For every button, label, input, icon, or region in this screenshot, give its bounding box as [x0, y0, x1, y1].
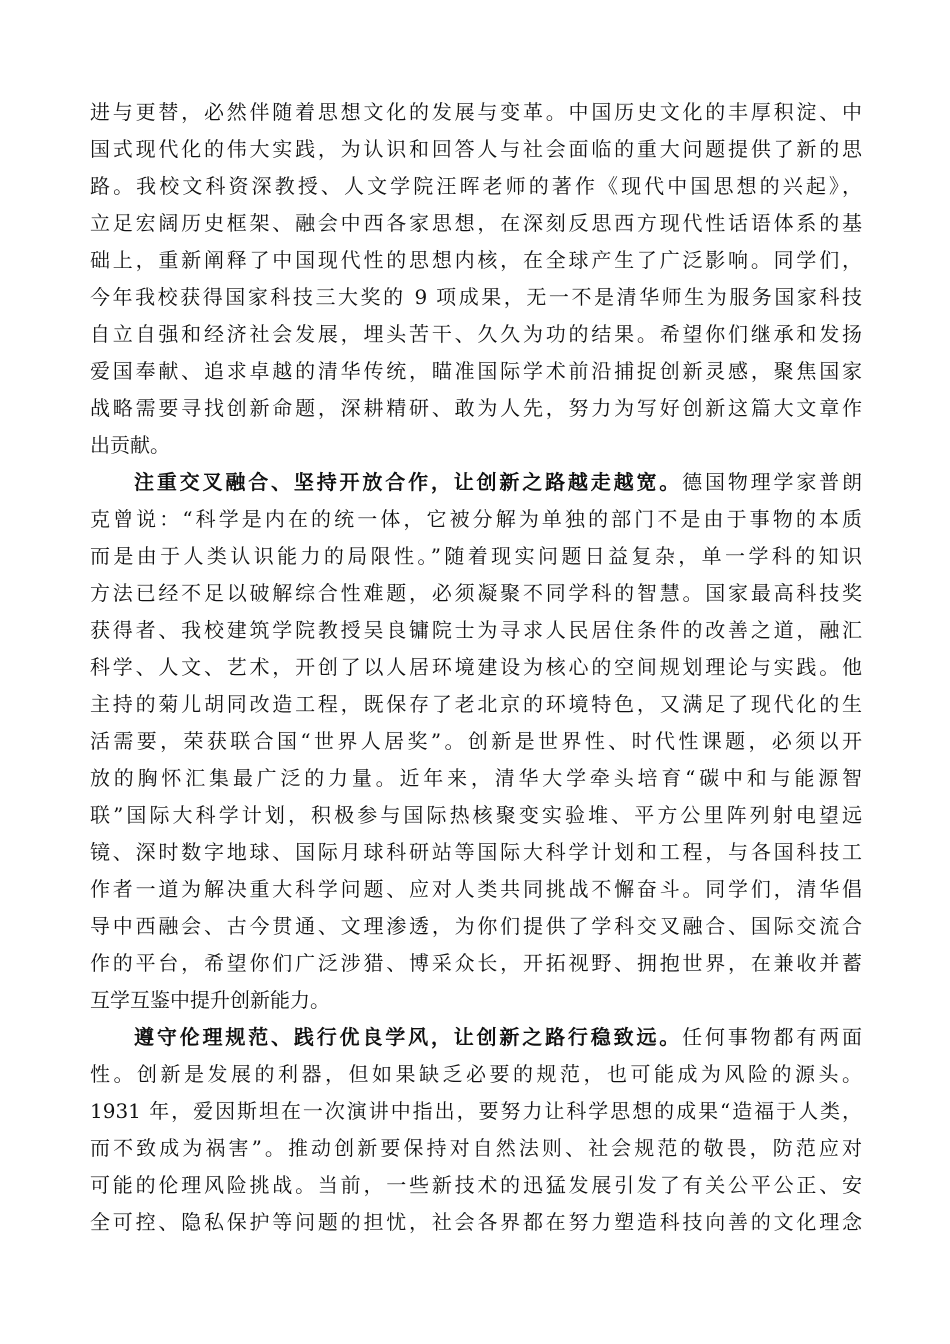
- text-line-rest: 德国物理学家普朗: [682, 470, 863, 494]
- text-line: 联”国际大科学计划，积极参与国际热核聚变实验堆、平方公里阵列射电望远: [90, 803, 862, 827]
- document-body: [90, 94, 862, 1241]
- text-line: 获得者、我校建筑学院教授吴良镛院士为寻求人民居住条件的改善之道，融汇: [90, 618, 862, 642]
- text-line: 立足宏阔历史框架、融会中西各家思想，在深刻反思西方现代性话语体系的基: [90, 211, 862, 235]
- text-line: 导中西融会、古今贯通、文理渗透，为你们提供了学科交叉融合、国际交流合: [90, 914, 862, 938]
- text-line: 互学互鉴中提升创新能力。: [90, 988, 330, 1012]
- text-line: 放的胸怀汇集最广泛的力量。近年来，清华大学牵头培育“碳中和与能源智: [90, 766, 862, 790]
- paragraph-lead-heading: 遵守伦理规范、践行优良学风，让创新之路行稳致远。: [134, 1025, 683, 1049]
- text-line: 克曾说：“科学是内在的统一体，它被分解为单独的部门不是由于事物的本质: [90, 507, 862, 531]
- paragraph-lead-heading: 注重交叉融合、坚持开放合作，让创新之路越走越宽。: [134, 470, 683, 494]
- text-line: 国式现代化的伟大实践，为认识和回答人与社会面临的重大问题提供了新的思: [90, 137, 862, 161]
- text-line: 战略需要寻找创新命题，深耕精研、敢为人先，努力为写好创新这篇大文章作: [90, 396, 862, 420]
- text-line: 础上，重新阐释了中国现代性的思想内核，在全球产生了广泛影响。同学们，: [90, 248, 862, 272]
- paragraph-2: [90, 464, 862, 1019]
- text-line: 爱国奉献、追求卓越的清华传统，瞄准国际学术前沿捕捉创新灵感，聚焦国家: [90, 359, 862, 383]
- text-line: 进与更替，必然伴随着思想文化的发展与变革。中国历史文化的丰厚积淀、中: [90, 100, 862, 124]
- text-line: 出贡献。: [90, 433, 170, 457]
- text-line: 作的平台，希望你们广泛涉猎、博采众长，开拓视野、拥抱世界，在兼收并蓄: [90, 951, 862, 975]
- text-line: 自立自强和经济社会发展，埋头苦干、久久为功的结果。希望你们继承和发扬: [90, 322, 862, 346]
- text-line: 今年我校获得国家科技三大奖的 9 项成果，无一不是清华师生为服务国家科技: [90, 285, 862, 309]
- text-line: [90, 1019, 862, 1056]
- text-line: 科学、人文、艺术，开创了以人居环境建设为核心的空间规划理论与实践。他: [90, 655, 862, 679]
- text-line: 方法已经不足以破解综合性难题，必须凝聚不同学科的智慧。国家最高科技奖: [90, 581, 862, 605]
- text-line: 而是由于人类认识能力的局限性。”随着现实问题日益复杂，单一学科的知识: [90, 544, 862, 568]
- text-line-rest: 任何事物都有两面: [682, 1025, 863, 1049]
- text-line: 全可控、隐私保护等问题的担忧，社会各界都在努力塑造科技向善的文化理念: [90, 1210, 862, 1234]
- text-line: 主持的菊儿胡同改造工程，既保存了老北京的环境特色，又满足了现代化的生: [90, 692, 862, 716]
- paragraph-1: [90, 94, 862, 464]
- text-line: 作者一道为解决重大科学问题、应对人类共同挑战不懈奋斗。同学们，清华倡: [90, 877, 862, 901]
- text-line: 可能的伦理风险挑战。当前，一些新技术的迅猛发展引发了有关公平公正、安: [90, 1173, 862, 1197]
- text-line: 而不致成为祸害”。推动创新要保持对自然法则、社会规范的敬畏，防范应对: [90, 1136, 862, 1160]
- text-line: 镜、深时数字地球、国际月球科研站等国际大科学计划和工程，与各国科技工: [90, 840, 862, 864]
- text-line: 1931 年，爱因斯坦在一次演讲中指出，要努力让科学思想的成果“造福于人类，: [90, 1099, 862, 1123]
- paragraph-3: [90, 1019, 862, 1241]
- text-line: 性。创新是发展的利器，但如果缺乏必要的规范，也可能成为风险的源头。: [90, 1062, 862, 1086]
- text-line: 路。我校文科资深教授、人文学院汪晖老师的著作《现代中国思想的兴起》，: [90, 174, 862, 198]
- text-line: 活需要，荣获联合国“世界人居奖”。创新是世界性、时代性课题，必须以开: [90, 729, 862, 753]
- text-line: [90, 464, 862, 501]
